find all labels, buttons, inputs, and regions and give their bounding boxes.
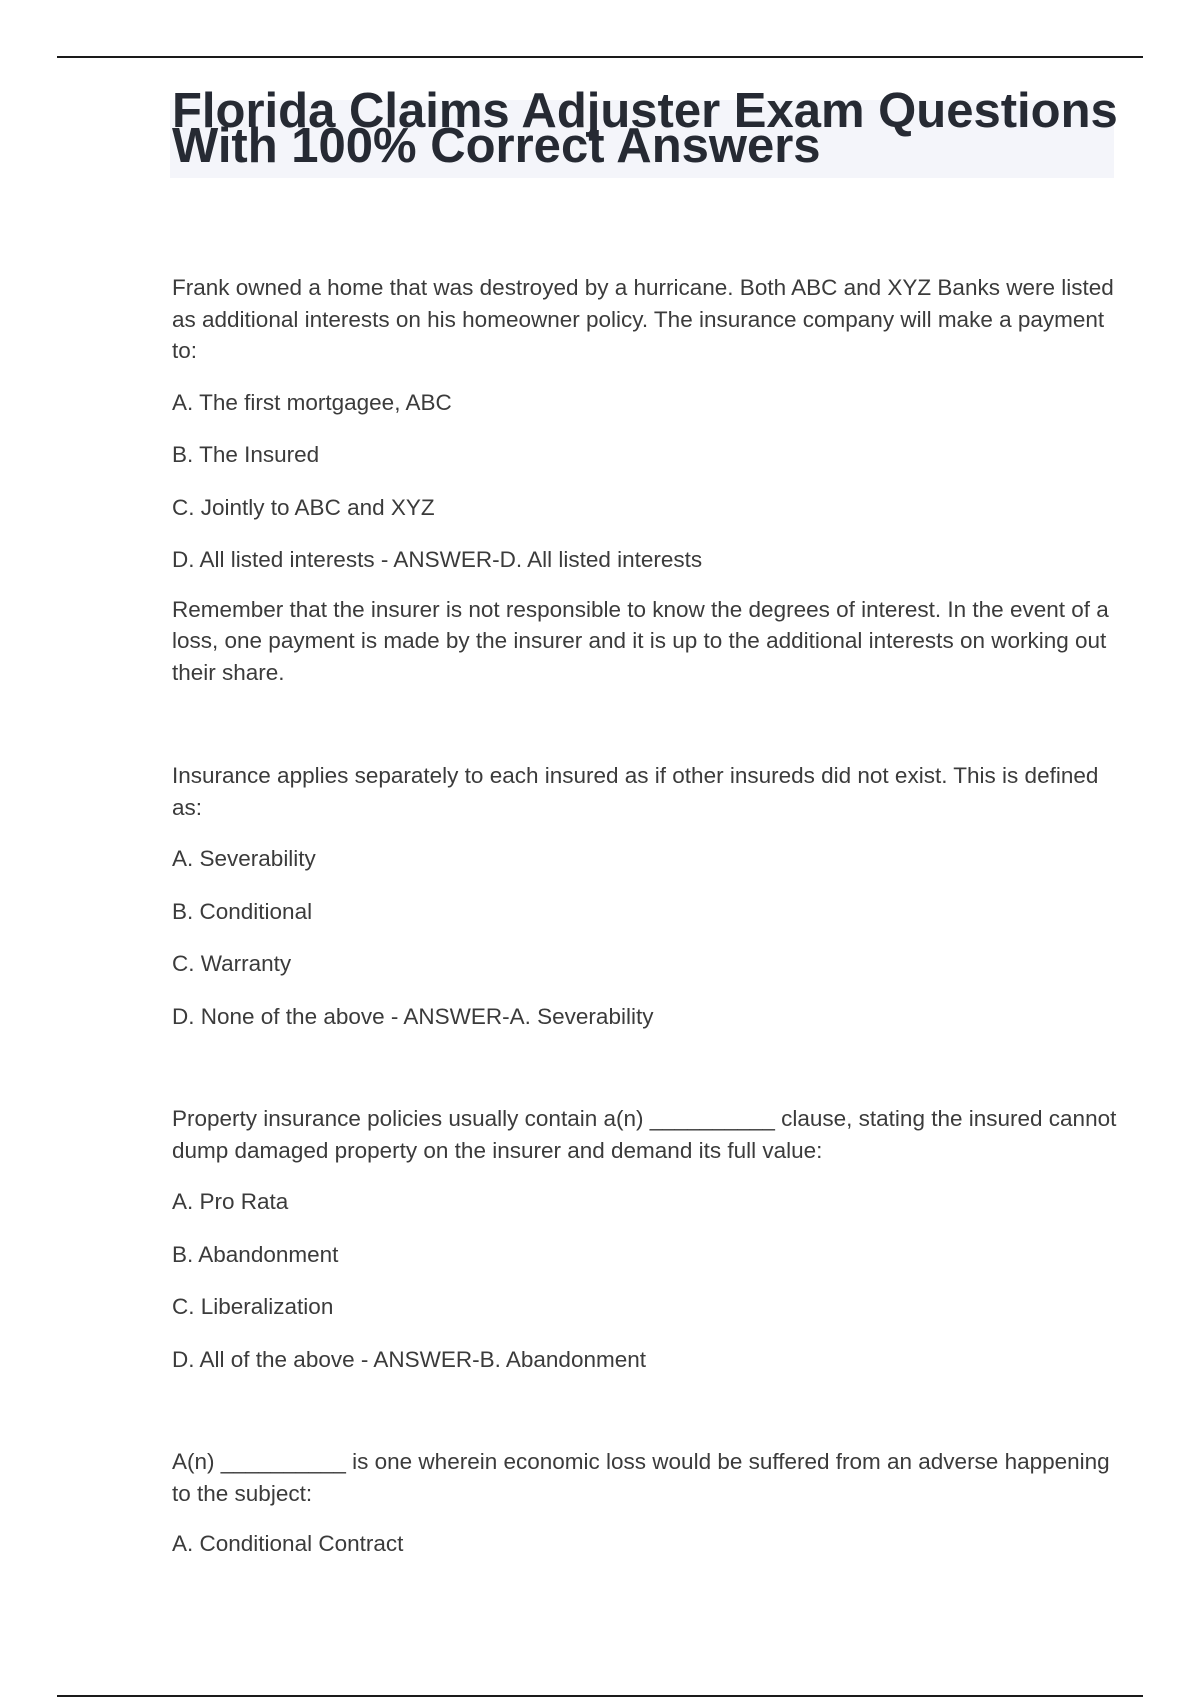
answer-option: C. Liberalization — [172, 1294, 334, 1319]
answer-option: B. Abandonment — [172, 1241, 339, 1267]
answer-option-with-answer: D. None of the above - ANSWER-A. Severability — [172, 1003, 654, 1029]
answer-explanation: Remember that the insurer is not responsible to know the degrees of interest. In the event of a loss, one payment is made by the insurer and it is up to the additional interests on working out their share. — [172, 596, 1109, 685]
question-list — [172, 272, 1122, 1560]
top-rule — [57, 56, 1143, 58]
answer-option: A. Pro Rata — [172, 1189, 289, 1214]
question-text: Insurance applies separately to each insured as if other insureds did not exist. This is defined as: — [172, 763, 1099, 820]
answer-option: A. Severability — [172, 846, 316, 871]
question-block — [172, 1103, 1122, 1375]
question-block — [172, 760, 1122, 1032]
answer-option: C. Warranty — [172, 951, 292, 976]
document-title: Florida Claims Adjuster Exam Questions With 100% Correct Answers — [172, 84, 1118, 173]
question-block — [172, 1446, 1122, 1560]
question-block — [172, 272, 1122, 688]
answer-option: B. The Insured — [172, 442, 320, 467]
answer-option: C. Jointly to ABC and XYZ — [172, 494, 435, 520]
bottom-rule — [57, 1695, 1143, 1697]
answer-option-with-answer: D. All of the above - ANSWER-B. Abandonment — [172, 1346, 646, 1372]
question-text: A(n) __________ is one wherein economic loss would be suffered from an adverse happening to the subject: — [172, 1449, 1110, 1506]
answer-option: B. Conditional — [172, 898, 313, 924]
answer-option: A. Conditional Contract — [172, 1531, 404, 1556]
question-text: Frank owned a home that was destroyed by a hurricane. Both ABC and XYZ Banks were listed as additional interests on his homeowner policy. The insurance company will make a payment to: — [172, 275, 1114, 363]
answer-option-with-answer: D. All listed interests - ANSWER-D. All listed interests — [172, 547, 703, 572]
answer-option: A. The first mortgagee, ABC — [172, 389, 452, 415]
question-text: Property insurance policies usually contain a(n) __________ clause, stating the insured cannot dump damaged property on the insurer and demand its full value: — [172, 1106, 1117, 1163]
